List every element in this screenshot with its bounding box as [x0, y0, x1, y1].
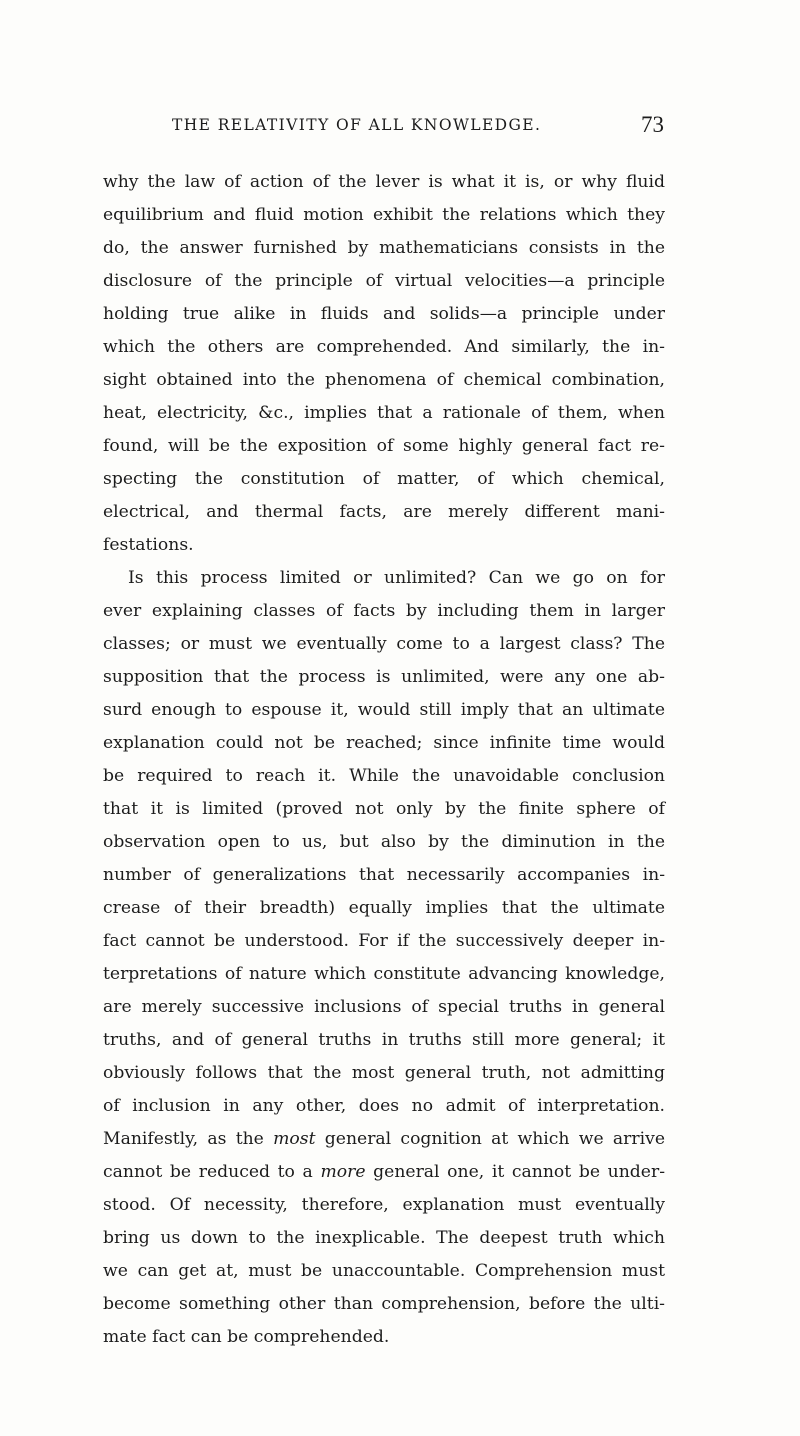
- text-line: we can get at, must be unaccountable. Comprehension must: [103, 1261, 665, 1281]
- text-line: do, the answer furnished by mathematicians consists in the: [103, 238, 665, 258]
- text-line: found, will be the exposition of some highly general fact re-: [103, 436, 665, 456]
- text-line: are merely successive inclusions of special truths in general: [103, 997, 665, 1017]
- text-line: electrical, and thermal facts, are merely different mani-: [103, 502, 665, 522]
- text-line: classes; or must we eventually come to a largest class? The: [103, 634, 665, 654]
- text-line: truths, and of general truths in truths still more general; it: [103, 1030, 665, 1050]
- text-line: equilibrium and fluid motion exhibit the relations which they: [103, 205, 665, 225]
- text-line: number of generalizations that necessarily accompanies in-: [103, 865, 665, 885]
- text-line: supposition that the process is unlimited, were any one ab-: [103, 667, 665, 687]
- text-line: explanation could not be reached; since infinite time would: [103, 733, 665, 753]
- text-line: become something other than comprehension, before the ulti-: [103, 1294, 665, 1314]
- text-line: which the others are comprehended. And similarly, the in-: [103, 337, 665, 357]
- paragraph-start-line: Is this process limited or unlimited? Can we go on for: [128, 568, 665, 588]
- emphasis-more: more: [320, 1162, 366, 1182]
- text-segment: cannot be reduced to a: [103, 1162, 321, 1182]
- text-segment: general cognition at which we arrive: [315, 1129, 665, 1149]
- emphasis-most: most: [273, 1129, 316, 1149]
- text-line: [103, 1156, 665, 1189]
- text-segment: Manifestly, as the: [103, 1129, 274, 1149]
- text-line: specting the constitution of matter, of which chemical,: [103, 469, 665, 489]
- text-line: heat, electricity, &c., implies that a rationale of them, when: [103, 403, 665, 423]
- text-line: terpretations of nature which constitute advancing knowledge,: [103, 964, 665, 984]
- text-line: holding true alike in fluids and solids—a principle under: [103, 304, 665, 324]
- text-line: disclosure of the principle of virtual velocities—a principle: [103, 271, 665, 291]
- text-line: bring us down to the inexplicable. The deepest truth which: [103, 1228, 665, 1248]
- text-line: mate fact can be comprehended.: [103, 1327, 390, 1347]
- text-line: observation open to us, but also by the diminution in the: [103, 832, 665, 852]
- text-line: why the law of action of the lever is what it is, or why fluid: [103, 172, 665, 192]
- text-line: of inclusion in any other, does no admit of interpretation.: [103, 1096, 665, 1116]
- text-line: crease of their breadth) equally implies that the ultimate: [103, 898, 665, 918]
- text-line: surd enough to espouse it, would still imply that an ultimate: [103, 700, 665, 720]
- text-line: stood. Of necessity, therefore, explanation must eventually: [103, 1195, 665, 1215]
- text-line: [103, 1123, 665, 1156]
- page-number: 73: [641, 112, 664, 137]
- running-head: THE RELATIVITY OF ALL KNOWLEDGE.: [172, 116, 542, 134]
- text-line: fact cannot be understood. For if the successively deeper in-: [103, 931, 665, 951]
- text-line: ever explaining classes of facts by including them in larger: [103, 601, 665, 621]
- text-line: that it is limited (proved not only by the finite sphere of: [103, 799, 665, 819]
- text-line: obviously follows that the most general truth, not admitting: [103, 1063, 665, 1083]
- text-line: sight obtained into the phenomena of chemical combination,: [103, 370, 665, 390]
- text-line: be required to reach it. While the unavoidable conclusion: [103, 766, 665, 786]
- text-segment: general one, it cannot be under-: [365, 1162, 665, 1182]
- text-line: festations.: [103, 535, 194, 555]
- body-text: [103, 166, 665, 1354]
- page-header: [172, 112, 664, 146]
